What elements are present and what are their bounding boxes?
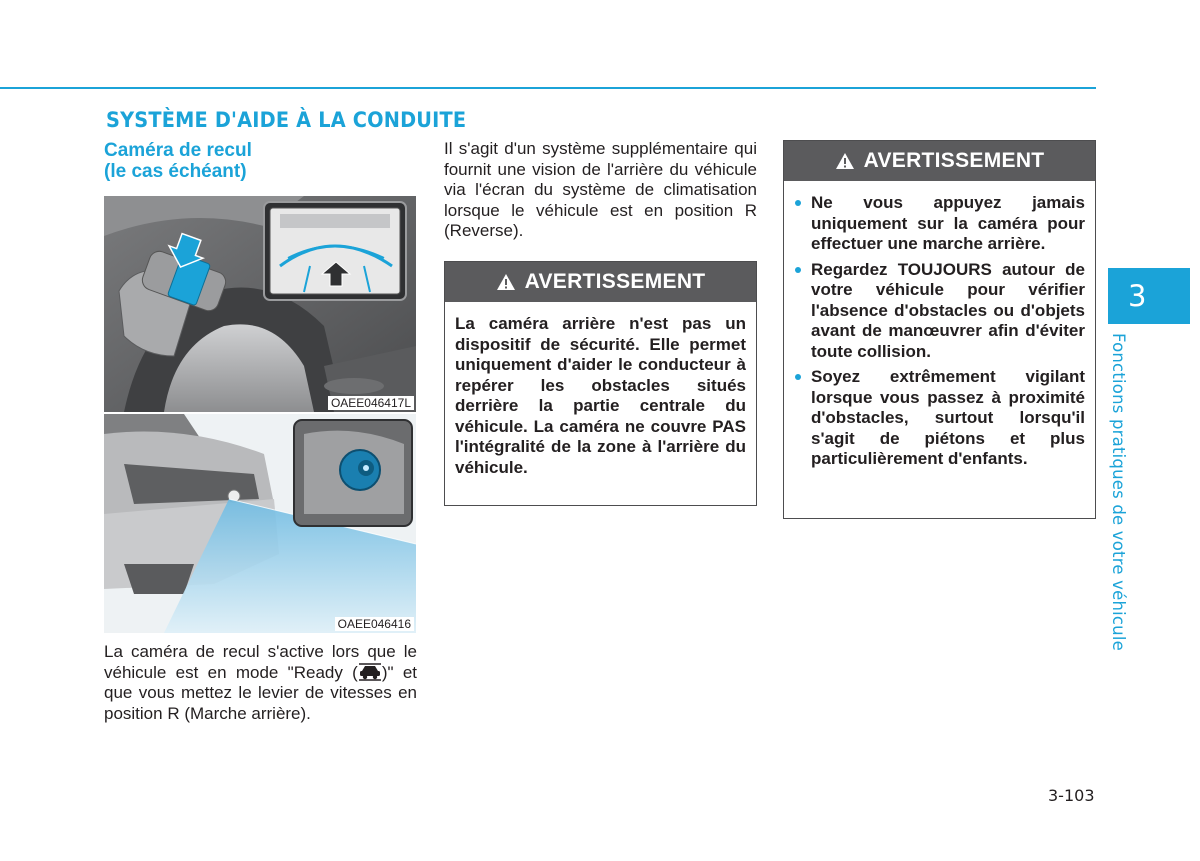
warning-box-1-title: AVERTISSEMENT	[524, 270, 706, 293]
header-rule	[0, 87, 1096, 89]
chapter-number-tab: 3	[1108, 268, 1190, 324]
warning-list-item: Soyez extrêmement vigilant lorsque vous passez à proximité d'obstacles, surtout lorsqu'il s'agit de piétons et plus particulièrement d'enfants.	[811, 367, 1085, 468]
warning-list-item: Regardez TOUJOURS autour de votre véhicule pour vérifier l'absence d'obstacles ou d'objets avant de manœuvrer afin d'éviter toute collision.	[811, 259, 1085, 361]
subheading-line-1: Caméra de recul	[104, 140, 252, 161]
body-left-text-before: La caméra de recul s'active lors que le véhicule est en mode "Ready (	[104, 642, 417, 682]
figure-label-2: OAEE046416	[335, 617, 414, 631]
chapter-title-vertical	[1109, 333, 1154, 651]
body-left-paragraph	[104, 642, 417, 724]
warning-box-2-title: AVERTISSEMENT	[863, 149, 1045, 172]
shift-lever-illustration	[104, 196, 416, 412]
warning-box-1-text: La caméra arrière n'est pas un dispositif de sécurité. Elle permet uniquement d'aider le conducteur à repérer les obstacles situés derrière la partie centrale du véhicule. La caméra ne couvre PAS l'intégralité de la zone à l'arrière du véhicule.	[455, 314, 746, 477]
camera-coverage-illustration	[104, 414, 416, 633]
warning-triangle-icon	[496, 273, 516, 291]
figure-shift-lever	[104, 196, 416, 412]
warning-box-2-list	[784, 181, 1095, 470]
figure-label-1: OAEE046417L	[328, 396, 414, 410]
section-title: SYSTÈME D'AIDE À LA CONDUITE	[106, 108, 467, 132]
figure-camera-coverage	[104, 414, 416, 633]
subheading	[104, 140, 252, 182]
body-mid-paragraph: Il s'agit d'un système supplémentaire qui fournit une vision de l'arrière du véhicule via l'écran du système de climatisation lorsque le véhicule est en position R (Reverse).	[444, 139, 757, 240]
chapter-title: Fonctions pratiques de votre véhicule	[1109, 333, 1128, 651]
ready-mode-car-icon	[359, 663, 381, 681]
warning-box-2-header	[784, 141, 1095, 181]
warning-box-1-header	[445, 262, 756, 302]
warning-box-2	[783, 140, 1096, 519]
subheading-line-2: (le cas échéant)	[104, 161, 247, 182]
warning-triangle-icon	[835, 152, 855, 170]
page-number: 3-103	[1048, 786, 1095, 805]
warning-box-1	[444, 261, 757, 506]
warning-list-item: Ne vous appuyez jamais uniquement sur la caméra pour effectuer une marche arrière.	[811, 193, 1085, 253]
body-left-text-after: )" et que vous mettez le levier de vitesses en position R (Marche arrière).	[104, 662, 418, 723]
